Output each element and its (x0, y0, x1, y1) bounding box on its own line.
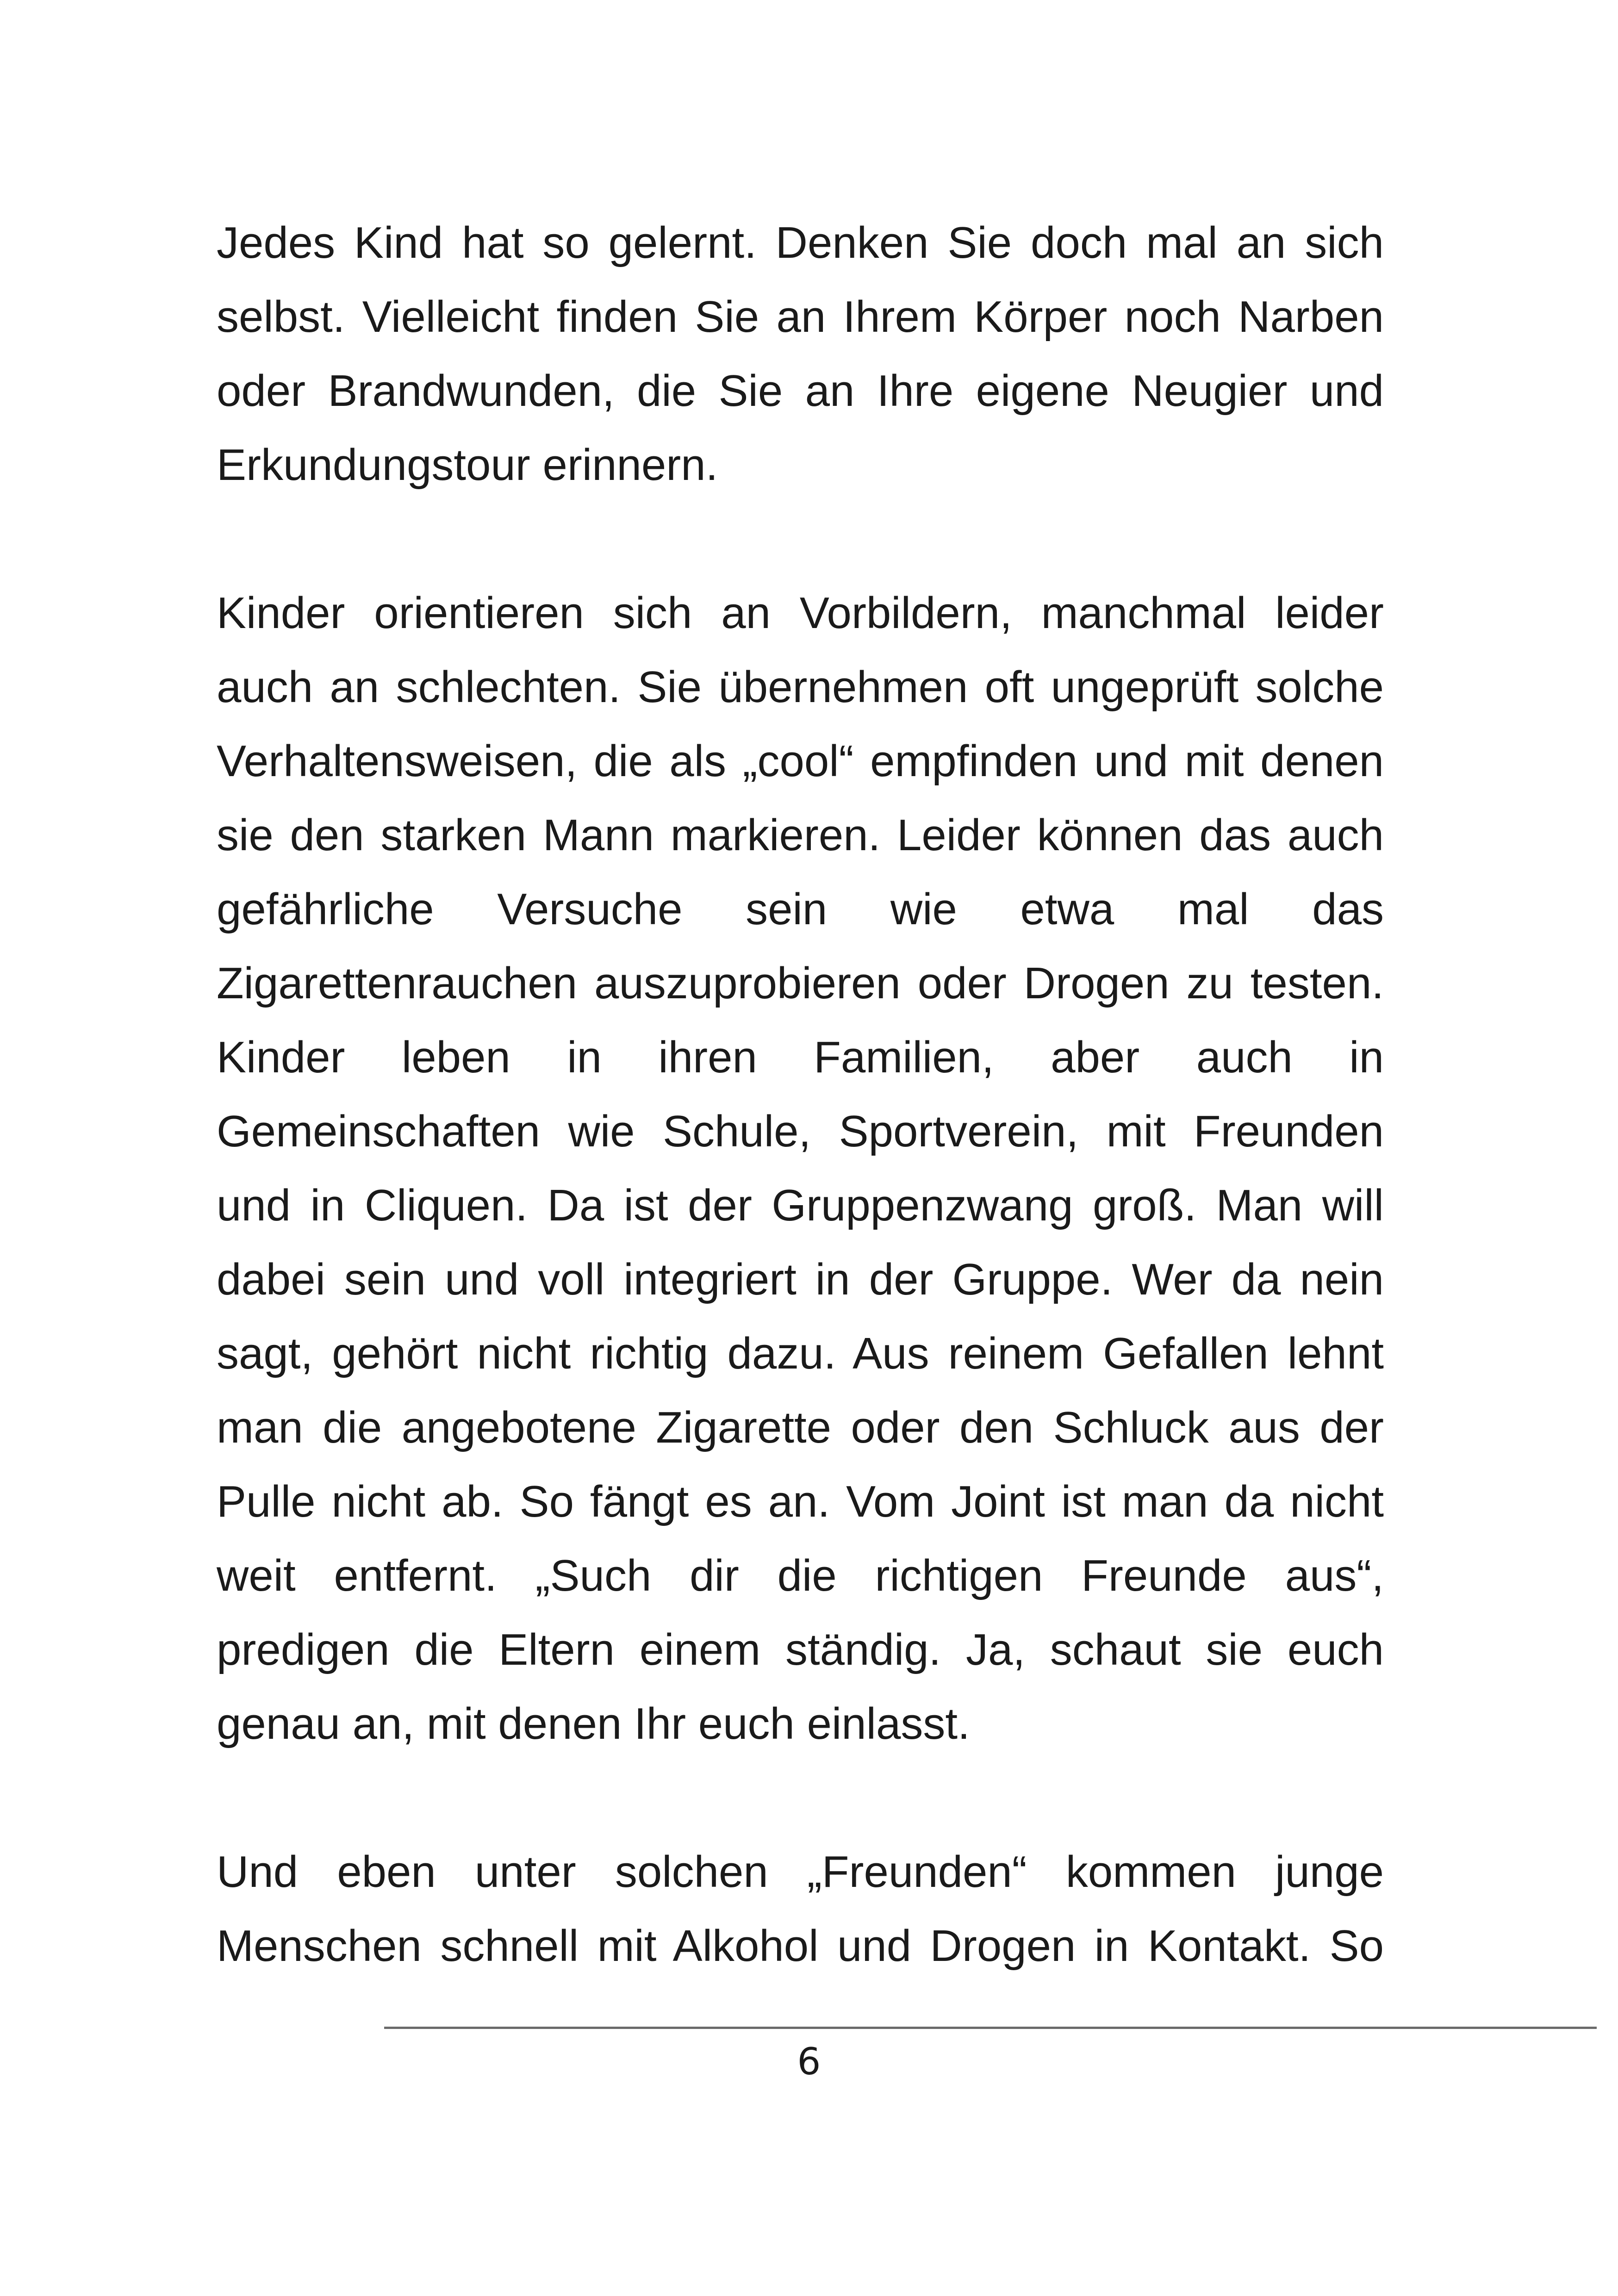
paragraph-2-line-8: Gemeinschaften wie Schule, Sportverein, mit Freunden (217, 1107, 1384, 1156)
paragraph-2-line-16: genau an, mit denen Ihr euch einlasst. (217, 1699, 970, 1748)
paragraph-2-line-7: Kinder leben in ihren Familien, aber auch in (217, 1033, 1384, 1082)
paragraph-2-line-6: Zigarettenrauchen auszuprobieren oder Drogen zu testen. (217, 958, 1384, 1008)
paragraph-2-line-14: weit entfernt. „Such dir die richtigen Freunde aus“, (217, 1551, 1384, 1600)
paragraph-2-line-10: dabei sein und voll integriert in der Gruppe. Wer da nein (217, 1255, 1384, 1304)
paragraph-1-line-4: Erkundungstour erinnern. (217, 440, 718, 490)
page-number: 6 (797, 2040, 821, 2083)
paragraph-3-line-1: Und eben unter solchen „Freunden“ kommen junge (217, 1847, 1384, 1897)
paragraph-1-line-2: selbst. Vielleicht finden Sie an Ihrem Körper noch Narben (217, 292, 1384, 342)
paragraph-2-line-4: sie den starken Mann markieren. Leider können das auch (217, 810, 1384, 860)
paragraph-2-line-12: man die angebotene Zigarette oder den Schluck aus der (217, 1403, 1384, 1452)
paragraph-gap (217, 502, 1384, 576)
paragraph-2-line-9: und in Cliquen. Da ist der Gruppenzwang groß. Man will (217, 1181, 1384, 1230)
paragraph-3-line-2: Menschen schnell mit Alkohol und Drogen in Kontakt. So (217, 1921, 1384, 1971)
paragraph-2-line-15: predigen die Eltern einem ständig. Ja, schaut sie euch (217, 1625, 1384, 1674)
paragraph-2-line-13: Pulle nicht ab. So fängt es an. Vom Joint ist man da nicht (217, 1477, 1384, 1526)
paragraph-2-line-1: Kinder orientieren sich an Vorbildern, manchmal leider (217, 588, 1384, 638)
body-text (217, 206, 1384, 1983)
footer-divider (384, 2027, 1597, 2029)
paragraph-2-line-2: auch an schlechten. Sie übernehmen oft ungeprüft solche (217, 662, 1384, 712)
paragraph-2-line-11: sagt, gehört nicht richtig dazu. Aus reinem Gefallen lehnt (217, 1329, 1384, 1378)
paragraph-gap (217, 1761, 1384, 1835)
paragraph-2-line-3: Verhaltensweisen, die als „cool“ empfinden und mit denen (217, 736, 1384, 786)
paragraph-1-line-3: oder Brandwunden, die Sie an Ihre eigene Neugier und (217, 366, 1384, 416)
paragraph-1-line-1: Jedes Kind hat so gelernt. Denken Sie doch mal an sich (217, 218, 1384, 268)
paragraph-2-line-5: gefährliche Versuche sein wie etwa mal das (217, 884, 1384, 934)
